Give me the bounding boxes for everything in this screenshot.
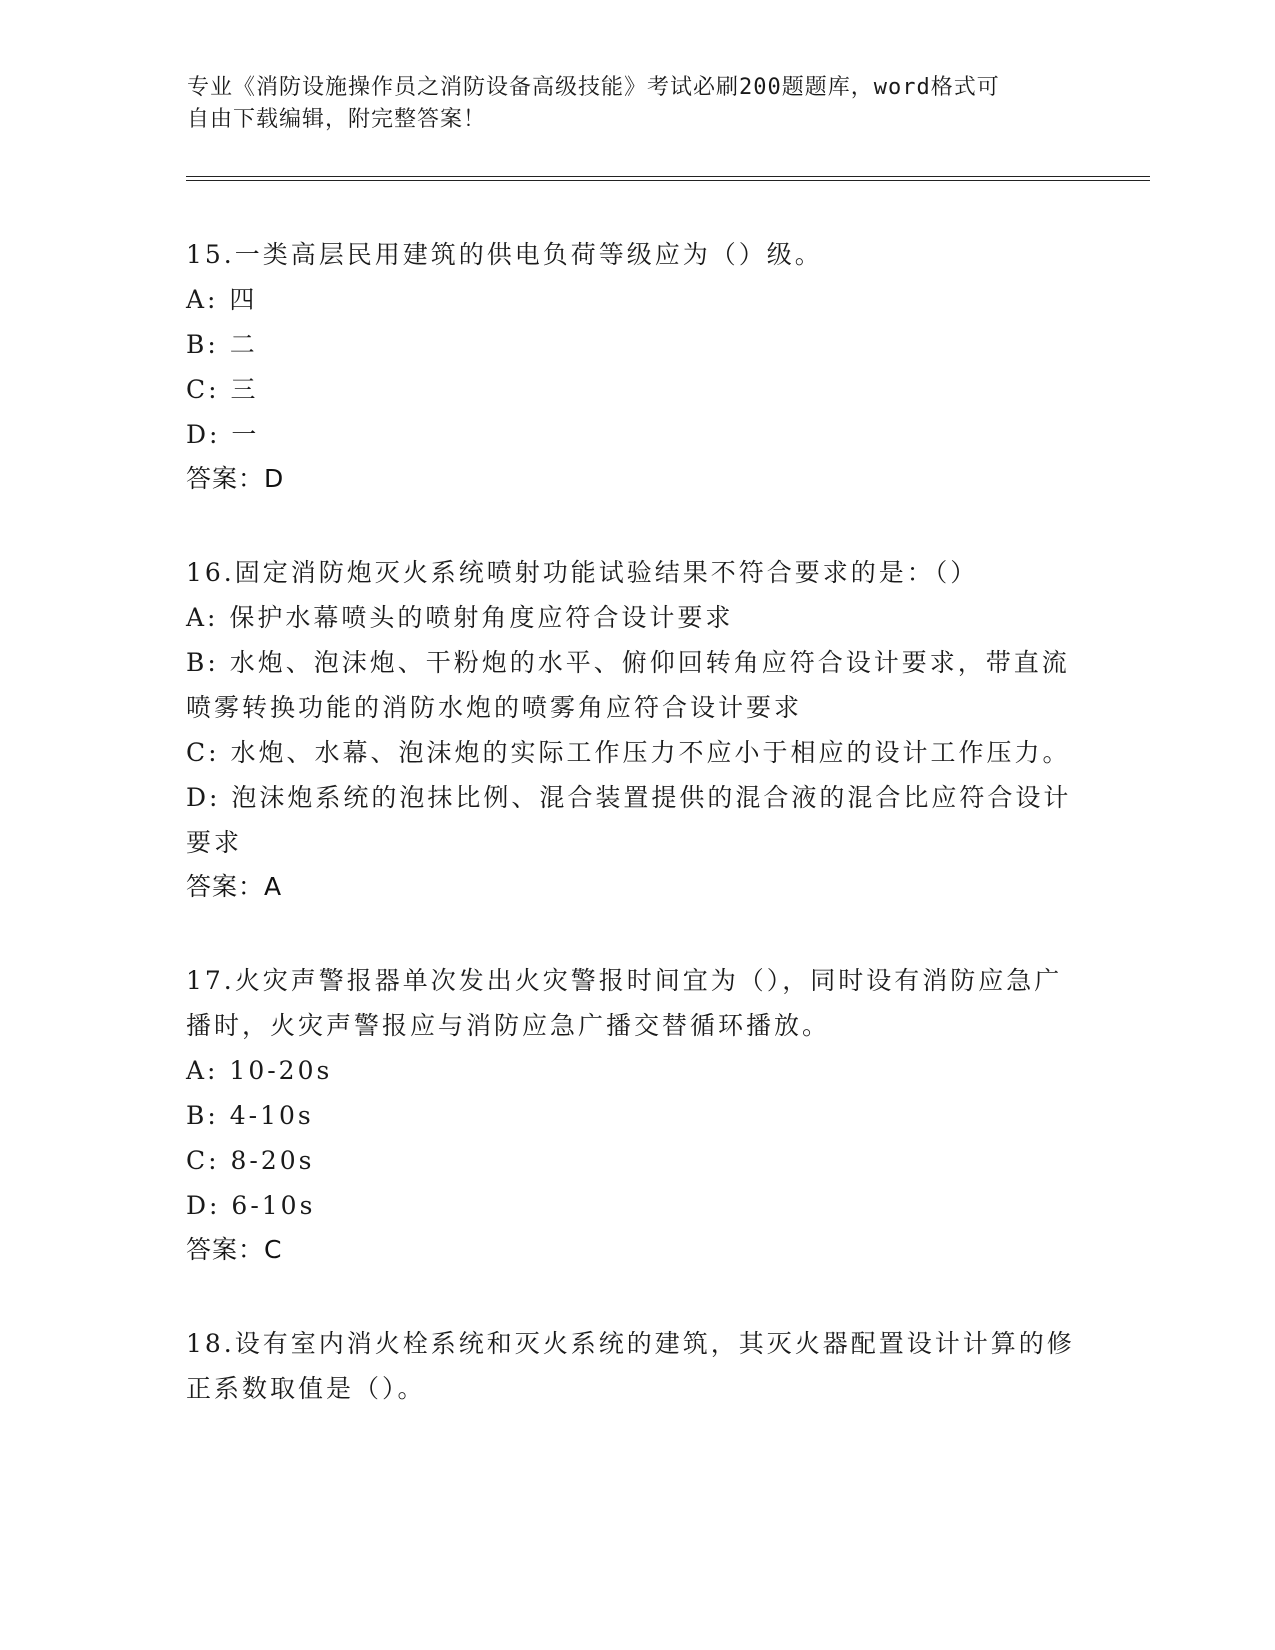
header-line-2: 自由下载编辑，附完整答案！ xyxy=(187,107,487,132)
option-d: D: 6-10s xyxy=(186,1191,316,1220)
option-b: B: 4-10s xyxy=(186,1101,314,1130)
question-text: 16.固定消防炮灭火系统喷射功能试验结果不符合要求的是：（） xyxy=(186,558,979,587)
option-a: A: 10-20s xyxy=(186,1056,333,1085)
answer: 答案：A xyxy=(186,872,283,901)
question-list xyxy=(186,232,1086,1460)
question-18 xyxy=(186,1321,1086,1411)
option-a: A: 保护水幕喷头的喷射角度应符合设计要求 xyxy=(186,603,734,632)
option-d: D: 一 xyxy=(186,420,260,449)
option-b: B: 二 xyxy=(186,330,258,359)
answer: 答案：C xyxy=(186,1235,283,1264)
option-c: C: 8-20s xyxy=(186,1146,315,1175)
answer: 答案：D xyxy=(186,464,285,493)
option-c: C: 水炮、水幕、泡沫炮的实际工作压力不应小于相应的设计工作压力。 xyxy=(186,738,1071,767)
question-17 xyxy=(186,958,1086,1272)
question-text: 18.设有室内消火栓系统和灭火系统的建筑，其灭火器配置设计计算的修正系数取值是（）。 xyxy=(186,1329,1075,1403)
header-divider xyxy=(186,176,1150,181)
option-c: C: 三 xyxy=(186,375,259,404)
question-text: 15.一类高层民用建筑的供电负荷等级应为（）级。 xyxy=(186,240,823,269)
header-line-1: 专业《消防设施操作员之消防设备高级技能》考试必刷200题题库，word格式可 xyxy=(187,75,1000,100)
page-header xyxy=(187,72,1067,136)
option-b: B: 水炮、泡沫炮、干粉炮的水平、俯仰回转角应符合设计要求，带直流喷雾转换功能的消防水炮的喷雾角应符合设计要求 xyxy=(186,648,1070,722)
option-a: A: 四 xyxy=(186,285,258,314)
question-text: 17.火灾声警报器单次发出火灾警报时间宜为（），同时设有消防应急广播时，火灾声警报应与消防应急广播交替循环播放。 xyxy=(186,966,1063,1040)
option-d: D: 泡沫炮系统的泡抹比例、混合装置提供的混合液的混合比应符合设计要求 xyxy=(186,783,1072,857)
question-15 xyxy=(186,232,1086,501)
question-16 xyxy=(186,550,1086,909)
